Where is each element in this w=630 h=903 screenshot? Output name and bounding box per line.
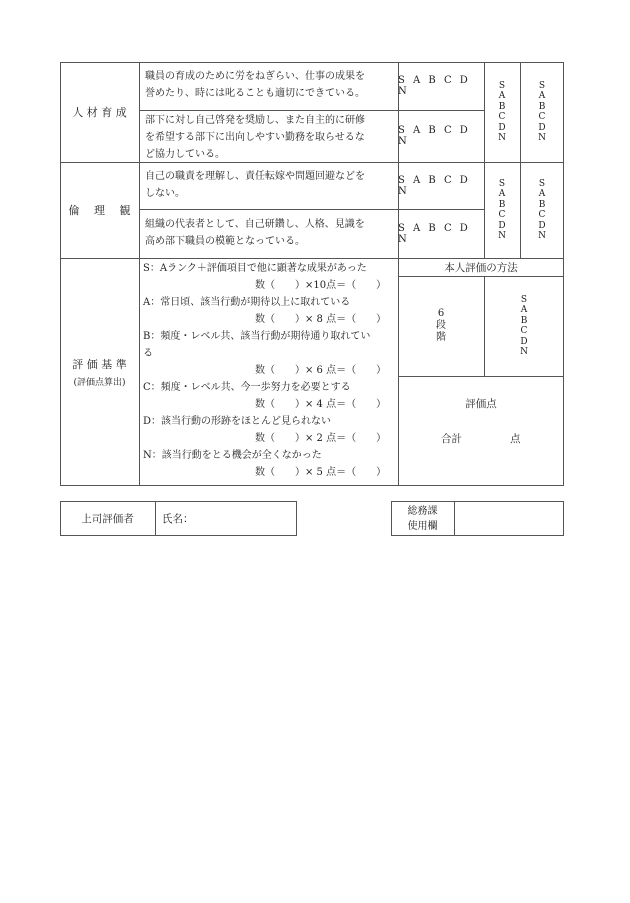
method-title: 本人評価の方法 — [444, 261, 518, 274]
office-use-field[interactable] — [455, 502, 563, 535]
criteria-title: 評 価 基 準 — [72, 358, 127, 371]
count-formula: 数（ ）× 6 点＝（ ） — [255, 365, 387, 376]
name-label: 氏名： — [162, 513, 194, 525]
item-description: 組織の代表者として、自己研鑽し、人格、見識を 高め部下職員の模範となっている。 — [145, 219, 365, 247]
total-label: 合計 — [441, 433, 462, 445]
total-input[interactable] — [470, 427, 506, 445]
count-formula: 数（ ）×10点＝（ ） — [255, 280, 387, 291]
item-description: 部下に対し自己啓発を奨励し、また自主的に研修 を希望する部下に出向しやすい勤務を取らせるな ど協力している。 — [145, 115, 365, 160]
criteria-line: る — [143, 348, 153, 359]
grade-options[interactable]: S A B C D N — [398, 75, 471, 97]
points-label: 点 — [510, 433, 521, 445]
vertical-grade-column[interactable]: S A B C D N — [538, 178, 546, 241]
criteria-line: S：Aランク＋評価項目で他に顕著な成果があった — [143, 263, 367, 274]
office-use-label: 総務課 使用欄 — [407, 505, 438, 532]
count-formula: 数（ ）× 4 点＝（ ） — [255, 399, 387, 410]
evaluator-label: 上司評価者 — [81, 513, 134, 525]
vertical-grade-column[interactable]: S A B C D N — [498, 80, 506, 143]
criteria-line: D：該当行動の形跡をほとんど見られない — [143, 416, 332, 427]
item-description: 自己の職責を理解し、責任転嫁や問題回避などを しない。 — [145, 171, 365, 199]
method-steps: 6 段 階 — [436, 308, 446, 343]
grade-options[interactable]: S A B C D N — [398, 125, 471, 147]
vertical-grade-column[interactable]: S A B C D N — [538, 80, 546, 143]
criteria-subtitle: (評価点算出) — [73, 378, 126, 388]
criteria-heading — [60, 258, 139, 486]
criteria-line: N：該当行動をとる機会が全くなかった — [143, 450, 322, 461]
count-formula: 数（ ）× 5 点＝（ ） — [255, 467, 387, 478]
category-jinzai-ikusei: 人 材 育 成 — [72, 106, 127, 119]
method-grades: S A B C D N — [520, 294, 528, 357]
grade-options[interactable]: S A B C D N — [398, 222, 471, 245]
vertical-grade-column[interactable]: S A B C D N — [498, 178, 506, 241]
score-label: 評価点 — [465, 398, 497, 410]
category-rinrikan: 倫 理 観 — [68, 204, 131, 217]
count-formula: 数（ ）× 8 点＝（ ） — [255, 314, 387, 325]
criteria-line: A：常日頃、該当行動が期待以上に取れている — [143, 297, 351, 308]
grade-options[interactable]: S A B C D N — [398, 174, 471, 197]
count-formula: 数（ ）× 2 点＝（ ） — [255, 433, 387, 444]
evaluator-name-field[interactable] — [156, 501, 297, 536]
criteria-line: B：頻度・レベル共、該当行動が期待通り取れてい — [143, 331, 371, 342]
criteria-line: C：頻度・レベル共、今一歩努力を必要とする — [143, 382, 351, 393]
item-description: 職員の育成のために労をねぎらい、仕事の成果を 誉めたり、時には叱ることも適切にできている。 — [145, 71, 365, 99]
